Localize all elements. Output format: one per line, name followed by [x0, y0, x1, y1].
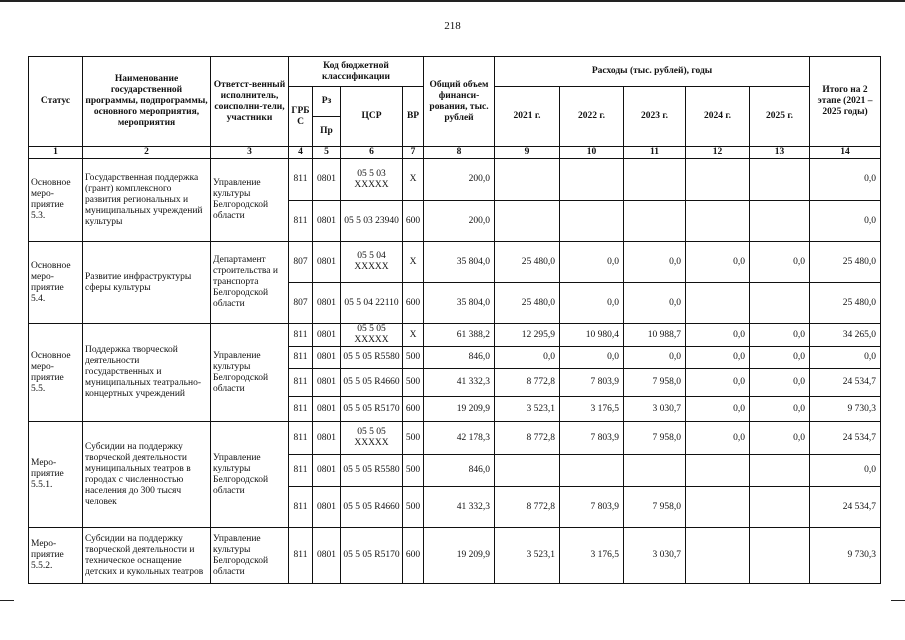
cell-vr: 500	[403, 455, 424, 487]
col-number: 5	[313, 147, 341, 159]
cell-2021: 3 523,1	[495, 397, 560, 422]
cell-total: 200,0	[424, 159, 495, 201]
scan-edge-right	[891, 600, 905, 601]
cell-status: Основное меро-приятие 5.4.	[29, 242, 83, 324]
cell-rzpr: 0801	[313, 283, 341, 324]
cell-2025	[750, 201, 810, 242]
cell-2021: 0,0	[495, 347, 560, 369]
cell-2025	[750, 283, 810, 324]
cell-csr: 05 5 04 XXXXX	[341, 242, 403, 283]
scan-border	[0, 0, 905, 2]
cell-grbs: 811	[289, 528, 313, 584]
cell-csr: 05 5 05 R4660	[341, 487, 403, 528]
table-row	[29, 422, 881, 455]
cell-vr: 600	[403, 528, 424, 584]
cell-rzpr: 0801	[313, 324, 341, 347]
cell-2025	[750, 159, 810, 201]
cell-2022: 0,0	[560, 242, 624, 283]
cell-2021: 3 523,1	[495, 528, 560, 584]
table-row	[29, 159, 881, 201]
cell-name: Субсидии на поддержку творческой деятельности муниципальных театров в городах с численностью населения до 300 тысяч человек	[83, 422, 211, 528]
cell-2022	[560, 159, 624, 201]
cell-2022: 10 980,4	[560, 324, 624, 347]
col-number: 3	[211, 147, 289, 159]
cell-2023: 0,0	[624, 283, 686, 324]
cell-2024: 0,0	[686, 324, 750, 347]
cell-total: 19 209,9	[424, 397, 495, 422]
header-executor: Ответст-венный исполнитель, соисполни-тели, участники	[211, 57, 289, 147]
cell-total: 846,0	[424, 347, 495, 369]
cell-executor: Управление культуры Белгородской области	[211, 422, 289, 528]
col-number: 4	[289, 147, 313, 159]
cell-2024: 0,0	[686, 369, 750, 397]
cell-total: 35 804,0	[424, 283, 495, 324]
cell-2025: 0,0	[750, 324, 810, 347]
cell-executor: Департамент строительства и транспорта Белгородской области	[211, 242, 289, 324]
col-number: 13	[750, 147, 810, 159]
cell-grbs: 811	[289, 397, 313, 422]
cell-name: Поддержка творческой деятельности государственных и муниципальных театрально-концертных учреждений	[83, 324, 211, 422]
table-row	[29, 324, 881, 347]
cell-2022: 7 803,9	[560, 369, 624, 397]
cell-2022: 7 803,9	[560, 487, 624, 528]
cell-stage-total: 24 534,7	[810, 369, 881, 397]
cell-rzpr: 0801	[313, 422, 341, 455]
cell-stage-total: 25 480,0	[810, 242, 881, 283]
cell-2022: 3 176,5	[560, 397, 624, 422]
header-budget-code: Код бюджетной классификации	[289, 57, 424, 87]
header-2021: 2021 г.	[495, 87, 560, 147]
header-rz: Рз	[313, 87, 341, 117]
cell-2023: 7 958,0	[624, 422, 686, 455]
cell-vr: X	[403, 242, 424, 283]
cell-stage-total: 9 730,3	[810, 397, 881, 422]
cell-2025	[750, 528, 810, 584]
header-pr: Пр	[313, 117, 341, 147]
cell-2025: 0,0	[750, 242, 810, 283]
cell-2024	[686, 455, 750, 487]
cell-csr: 05 5 04 22110	[341, 283, 403, 324]
budget-table	[28, 56, 881, 584]
cell-2021: 8 772,8	[495, 369, 560, 397]
col-number: 9	[495, 147, 560, 159]
header-expenses: Расходы (тыс. рублей), годы	[495, 57, 810, 87]
cell-2023	[624, 455, 686, 487]
cell-status: Основное меро-приятие 5.5.	[29, 324, 83, 422]
table-row	[29, 242, 881, 283]
cell-2021	[495, 455, 560, 487]
cell-name: Развитие инфраструктуры сферы культуры	[83, 242, 211, 324]
column-number-row	[29, 147, 881, 159]
page-number: 218	[444, 20, 461, 32]
cell-2024	[686, 487, 750, 528]
cell-2021: 12 295,9	[495, 324, 560, 347]
cell-2025: 0,0	[750, 347, 810, 369]
cell-2023: 3 030,7	[624, 528, 686, 584]
cell-grbs: 807	[289, 283, 313, 324]
cell-2021	[495, 201, 560, 242]
cell-csr: 05 5 05 XXXXX	[341, 324, 403, 347]
cell-rzpr: 0801	[313, 347, 341, 369]
scan-edge-left	[0, 600, 14, 601]
col-number: 1	[29, 147, 83, 159]
header-name: Наименование государственной программы, подпрограммы, основного мероприятия, мероприятия	[83, 57, 211, 147]
cell-2023: 3 030,7	[624, 397, 686, 422]
cell-2025	[750, 455, 810, 487]
cell-csr: 05 5 05 R5580	[341, 347, 403, 369]
cell-name: Субсидии на поддержку творческой деятельности и техническое оснащение детских и кукольных театров	[83, 528, 211, 584]
cell-stage-total: 24 534,7	[810, 422, 881, 455]
cell-csr: 05 5 05 R5170	[341, 528, 403, 584]
cell-2022: 7 803,9	[560, 422, 624, 455]
cell-rzpr: 0801	[313, 397, 341, 422]
cell-vr: X	[403, 324, 424, 347]
cell-rzpr: 0801	[313, 201, 341, 242]
cell-2023	[624, 159, 686, 201]
cell-grbs: 807	[289, 242, 313, 283]
cell-vr: X	[403, 159, 424, 201]
cell-grbs: 811	[289, 487, 313, 528]
cell-stage-total: 0,0	[810, 159, 881, 201]
cell-grbs: 811	[289, 422, 313, 455]
col-number: 2	[83, 147, 211, 159]
cell-csr: 05 5 05 R5170	[341, 397, 403, 422]
cell-rzpr: 0801	[313, 455, 341, 487]
cell-status: Основное меро-приятие 5.3.	[29, 159, 83, 242]
cell-2025	[750, 487, 810, 528]
cell-executor: Управление культуры Белгородской области	[211, 159, 289, 242]
cell-2022: 0,0	[560, 283, 624, 324]
cell-stage-total: 0,0	[810, 347, 881, 369]
cell-grbs: 811	[289, 159, 313, 201]
header-2024: 2024 г.	[686, 87, 750, 147]
cell-csr: 05 5 05 XXXXX	[341, 422, 403, 455]
cell-vr: 500	[403, 347, 424, 369]
cell-total: 200,0	[424, 201, 495, 242]
header-2022: 2022 г.	[560, 87, 624, 147]
cell-2024: 0,0	[686, 242, 750, 283]
header-row-1	[29, 57, 881, 87]
cell-csr: 05 5 05 R5580	[341, 455, 403, 487]
header-2025: 2025 г.	[750, 87, 810, 147]
header-status: Статус	[29, 57, 83, 147]
col-number: 8	[424, 147, 495, 159]
cell-total: 41 332,3	[424, 487, 495, 528]
cell-2024: 0,0	[686, 397, 750, 422]
cell-2023: 10 988,7	[624, 324, 686, 347]
cell-stage-total: 25 480,0	[810, 283, 881, 324]
cell-status: Меро-приятие 5.5.2.	[29, 528, 83, 584]
cell-total: 846,0	[424, 455, 495, 487]
cell-rzpr: 0801	[313, 528, 341, 584]
cell-vr: 500	[403, 422, 424, 455]
cell-rzpr: 0801	[313, 487, 341, 528]
col-number: 6	[341, 147, 403, 159]
cell-2023: 0,0	[624, 347, 686, 369]
cell-vr: 500	[403, 487, 424, 528]
cell-2024	[686, 159, 750, 201]
cell-2023: 0,0	[624, 242, 686, 283]
cell-2025: 0,0	[750, 422, 810, 455]
cell-grbs: 811	[289, 324, 313, 347]
cell-total: 35 804,0	[424, 242, 495, 283]
cell-total: 61 388,2	[424, 324, 495, 347]
cell-total: 41 332,3	[424, 369, 495, 397]
cell-csr: 05 5 03 23940	[341, 201, 403, 242]
col-number: 11	[624, 147, 686, 159]
cell-2021: 8 772,8	[495, 487, 560, 528]
header-2023: 2023 г.	[624, 87, 686, 147]
table-row	[29, 528, 881, 584]
header-total: Общий объем финанси-рования, тыс. рублей	[424, 57, 495, 147]
cell-stage-total: 9 730,3	[810, 528, 881, 584]
cell-stage-total: 0,0	[810, 201, 881, 242]
cell-stage-total: 34 265,0	[810, 324, 881, 347]
col-number: 14	[810, 147, 881, 159]
cell-2021	[495, 159, 560, 201]
cell-total: 19 209,9	[424, 528, 495, 584]
cell-rzpr: 0801	[313, 369, 341, 397]
cell-2025: 0,0	[750, 397, 810, 422]
cell-status: Меро-приятие 5.5.1.	[29, 422, 83, 528]
cell-rzpr: 0801	[313, 242, 341, 283]
cell-executor: Управление культуры Белгородской области	[211, 528, 289, 584]
cell-2021: 25 480,0	[495, 283, 560, 324]
cell-2024	[686, 528, 750, 584]
cell-vr: 600	[403, 283, 424, 324]
cell-2024	[686, 201, 750, 242]
cell-grbs: 811	[289, 201, 313, 242]
cell-grbs: 811	[289, 347, 313, 369]
cell-2021: 8 772,8	[495, 422, 560, 455]
cell-2022	[560, 201, 624, 242]
cell-2021: 25 480,0	[495, 242, 560, 283]
col-number: 10	[560, 147, 624, 159]
cell-vr: 600	[403, 397, 424, 422]
col-number: 7	[403, 147, 424, 159]
cell-2024: 0,0	[686, 347, 750, 369]
cell-stage-total: 24 534,7	[810, 487, 881, 528]
col-number: 12	[686, 147, 750, 159]
cell-csr: 05 5 05 R4660	[341, 369, 403, 397]
cell-2025: 0,0	[750, 369, 810, 397]
cell-2022: 3 176,5	[560, 528, 624, 584]
cell-2022	[560, 455, 624, 487]
cell-2022: 0,0	[560, 347, 624, 369]
cell-total: 42 178,3	[424, 422, 495, 455]
cell-2023	[624, 201, 686, 242]
cell-csr: 05 5 03 XXXXX	[341, 159, 403, 201]
cell-2024: 0,0	[686, 422, 750, 455]
header-grbs: ГРБ С	[289, 87, 313, 147]
cell-2023: 7 958,0	[624, 369, 686, 397]
cell-rzpr: 0801	[313, 159, 341, 201]
cell-executor: Управление культуры Белгородской области	[211, 324, 289, 422]
cell-grbs: 811	[289, 369, 313, 397]
cell-vr: 500	[403, 369, 424, 397]
header-csr: ЦСР	[341, 87, 403, 147]
cell-stage-total: 0,0	[810, 455, 881, 487]
cell-vr: 600	[403, 201, 424, 242]
cell-2023: 7 958,0	[624, 487, 686, 528]
header-stage-total: Итого на 2 этапе (2021 – 2025 годы)	[810, 57, 881, 147]
header-vr: ВР	[403, 87, 424, 147]
cell-name: Государственная поддержка (грант) комплексного развития региональных и муниципальных учреждений культуры	[83, 159, 211, 242]
cell-grbs: 811	[289, 455, 313, 487]
cell-2024	[686, 283, 750, 324]
